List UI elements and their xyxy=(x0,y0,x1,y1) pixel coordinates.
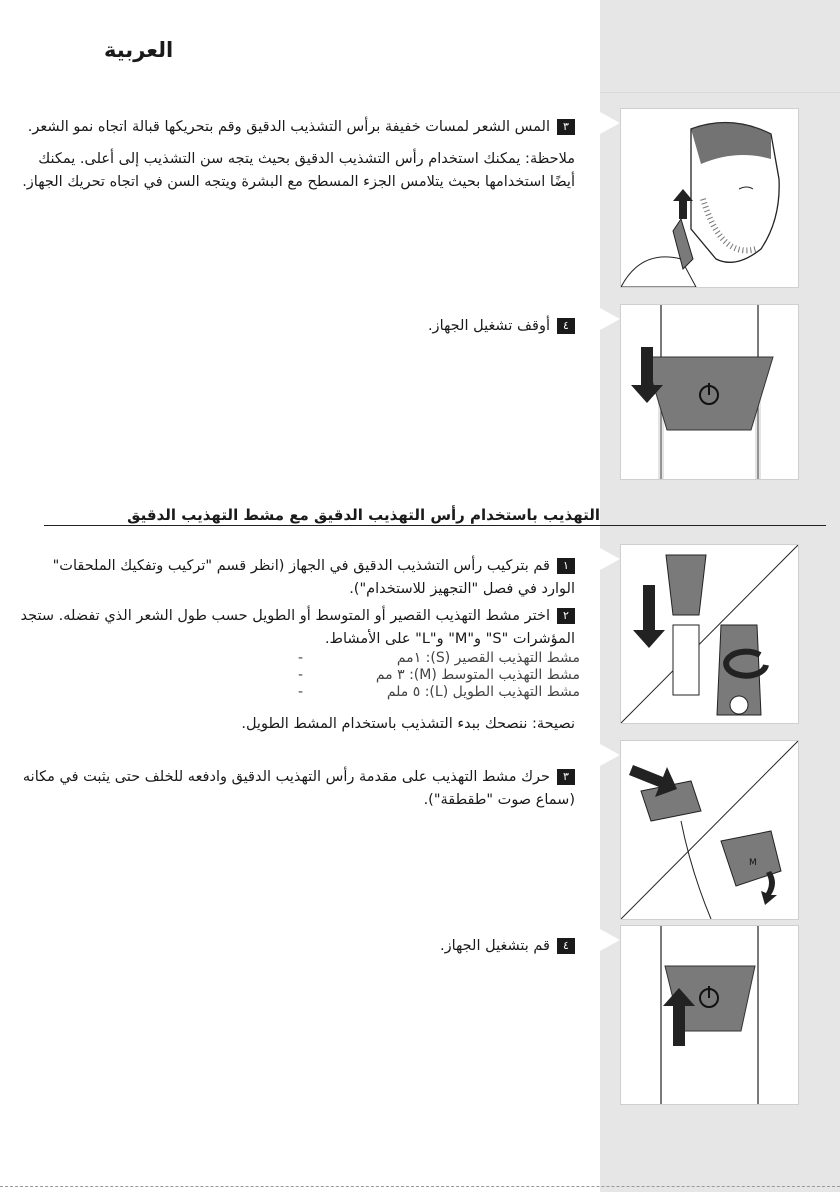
pointer-triangle xyxy=(600,929,620,951)
tip-paragraph: نصيحة: ننصحك ببدء التشذيب باستخدام المشط الطويل. xyxy=(241,716,575,732)
rail-divider xyxy=(600,92,840,93)
step-2-choose xyxy=(15,605,575,651)
step-text: حرك مشط التهذيب على مقدمة رأس التهذيب الدقيق وادفعه للخلف حتى يثبت في مكانه (سماع صوت "طقطقة"). xyxy=(22,769,575,808)
pointer-triangle xyxy=(600,744,620,766)
step-3-trim xyxy=(15,116,575,139)
step-1-attach xyxy=(15,555,575,601)
section-heading: التهذيب باستخدام رأس التهذيب الدقيق مع مشط التهذيب الدقيق xyxy=(127,506,600,524)
step-number: ٤ xyxy=(557,318,575,334)
page-cut-line xyxy=(0,1186,840,1187)
heading-rule xyxy=(44,525,826,526)
step-text: المس الشعر لمسات خفيفة برأس التشذيب الدقيق وقم بتحريكها قبالة اتجاه نمو الشعر. xyxy=(27,119,550,135)
illustration-power-on xyxy=(620,925,799,1105)
list-item: مشط التهذيب المتوسط (M): ٣ مم - xyxy=(298,667,580,683)
step-text: قم بتركيب رأس التشذيب الدقيق في الجهاز (انظر قسم "تركيب وتفكيك الملحقات" الوارد في فصل "التجهيز للاستخدام"). xyxy=(52,558,575,597)
language-title: العربية xyxy=(104,38,174,62)
step-3-comb xyxy=(15,766,575,812)
list-item: مشط التهذيب الطويل (L): ٥ ملم - xyxy=(298,684,580,700)
illustration-power-off xyxy=(620,304,799,480)
step-text: أوقف تشغيل الجهاز. xyxy=(427,318,550,334)
illustration-trim-face xyxy=(620,108,799,288)
step-4-on xyxy=(15,935,575,958)
step-text: قم بتشغيل الجهاز. xyxy=(439,938,550,954)
illustration-attach-head xyxy=(620,544,799,724)
pointer-triangle xyxy=(600,112,620,134)
pointer-triangle xyxy=(600,308,620,330)
pointer-triangle xyxy=(600,548,620,570)
step-number: ١ xyxy=(557,558,575,574)
comb-size-list xyxy=(298,650,580,701)
step-number: ٣ xyxy=(557,769,575,785)
illustration-snap-comb xyxy=(620,740,799,920)
note-paragraph: ملاحظة: يمكنك استخدام رأس التشذيب الدقيق بحيث يتجه سن التشذيب إلى أعلى. يمكنك أيضًا استخدامها بحيث يتلامس الجزء المسطح مع البشرة ويتجه السن في اتجاه تحريك الجهاز. xyxy=(22,151,575,190)
comb-letter: M xyxy=(749,858,757,868)
list-item: مشط التهذيب القصير (S): ١مم - xyxy=(298,650,580,666)
step-4-off xyxy=(15,315,575,338)
step-number: ٤ xyxy=(557,938,575,954)
step-text: اختر مشط التهذيب القصير أو المتوسط أو الطويل حسب طول الشعر الذي تفضله. ستجد المؤشرات "S" و"M" و"L" على الأمشاط. xyxy=(20,608,575,647)
step-number: ٢ xyxy=(557,608,575,624)
step-number: ٣ xyxy=(557,119,575,135)
